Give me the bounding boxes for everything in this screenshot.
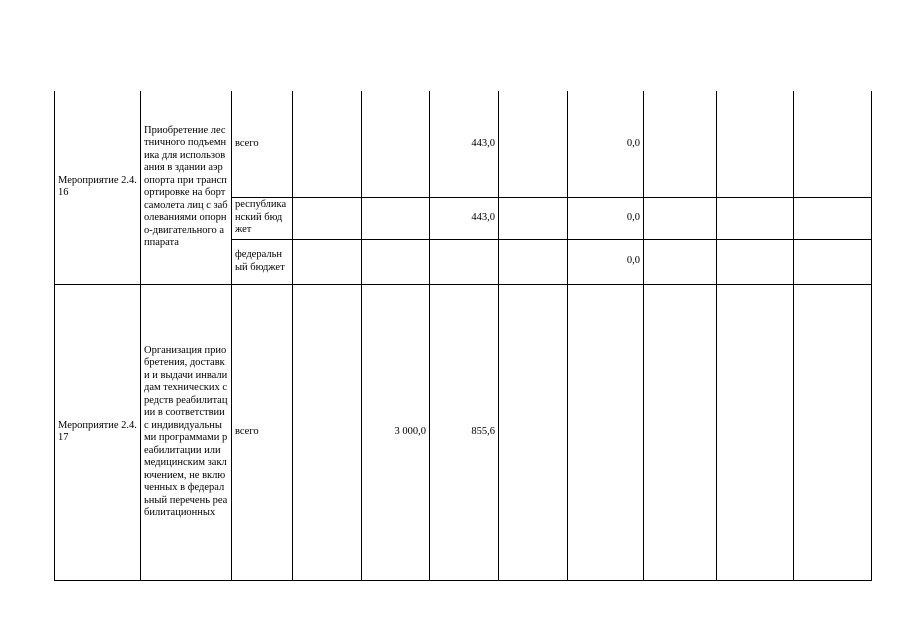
value-cell [644,91,717,197]
value-cell [717,197,794,239]
value-cell [362,239,430,284]
funding-source-cell: федеральный бюджет [232,239,293,284]
value-cell [430,239,499,284]
value-cell [499,197,568,239]
value-cell [293,91,362,197]
value-cell [644,284,717,580]
value-cell [568,284,644,580]
budget-table [54,91,872,581]
value-cell [794,91,872,197]
funding-source-cell: всего [232,91,293,197]
value-cell: 443,0 [430,197,499,239]
value-cell [293,239,362,284]
measure-code-cell: Мероприятие 2.4.17 [55,284,141,580]
value-cell: 0,0 [568,197,644,239]
value-cell [362,197,430,239]
funding-source-cell: всего [232,284,293,580]
value-cell [362,91,430,197]
value-cell [293,284,362,580]
value-cell [644,197,717,239]
measure-description-cell: Приобретение лестничного подъемника для использования в здании аэропорта при транспортировке на борт самолета лиц с заболеваниями опорно-двигательного аппарата [141,91,232,284]
value-cell [717,284,794,580]
value-cell [717,91,794,197]
value-cell: 0,0 [568,239,644,284]
measure-code-cell: Мероприятие 2.4.16 [55,91,141,284]
table-row [55,284,872,580]
value-cell: 0,0 [568,91,644,197]
value-cell: 855,6 [430,284,499,580]
value-cell [794,197,872,239]
value-cell: 443,0 [430,91,499,197]
value-cell [499,91,568,197]
table-row [55,91,872,197]
value-cell [499,284,568,580]
value-cell [794,239,872,284]
value-cell: 3 000,0 [362,284,430,580]
value-cell [293,197,362,239]
measure-description-cell: Организация приобретения, доставки и выдачи инвалидам технических средств реабилитации в соответствии с индивидуальными программами реабилитации или медицинским заключением, не включенных в федеральный перечень реабилитационных [141,284,232,580]
value-cell [644,239,717,284]
value-cell [499,239,568,284]
value-cell [794,284,872,580]
funding-source-cell: республиканский бюджет [232,197,293,239]
value-cell [717,239,794,284]
